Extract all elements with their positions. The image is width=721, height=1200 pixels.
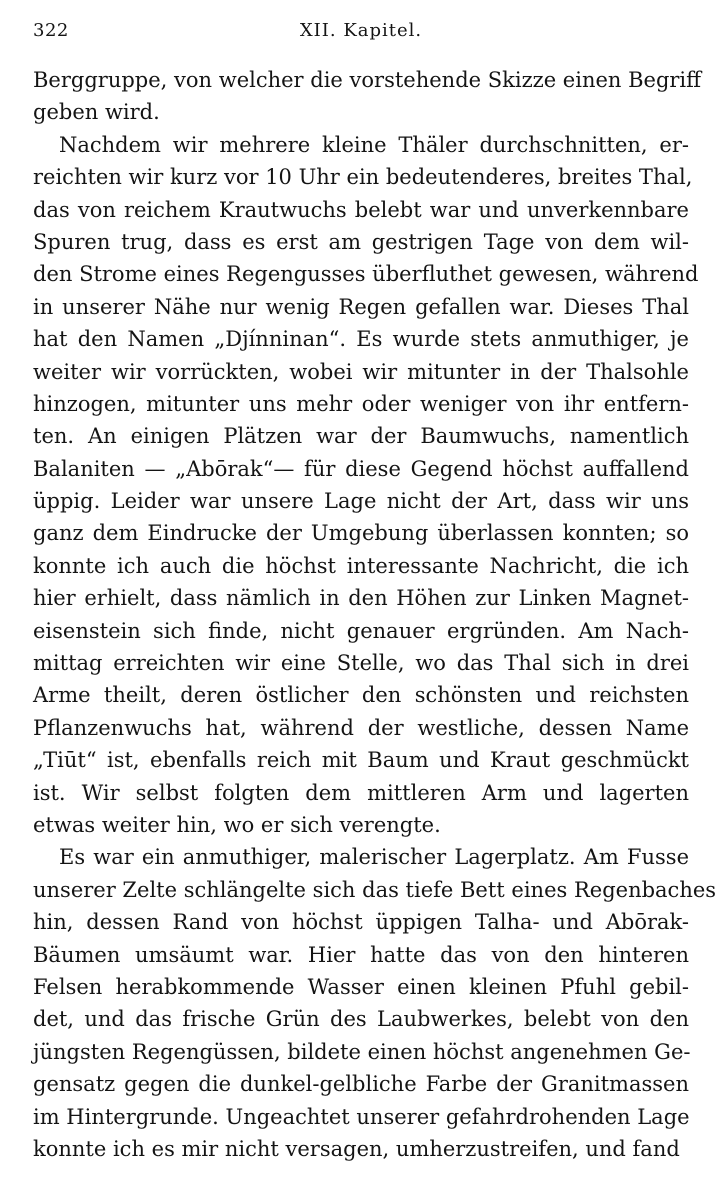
text-line: den Strome eines Regengusses überfluthet gewesen, während: [33, 262, 699, 287]
body-text: [33, 64, 717, 1165]
text-line: ist. Wir selbst folgten dem mittleren Arm und lagerten: [33, 780, 689, 805]
paragraph: [33, 64, 702, 129]
text-line: Spuren trug, dass es erst am gestrigen Tage von dem wil-: [33, 229, 689, 254]
text-line: jüngsten Regengüssen, bildete einen höchst angenehmen Ge-: [33, 1039, 691, 1064]
text-line: gensatz gegen die dunkel-gelbliche Farbe der Granitmassen: [33, 1072, 689, 1097]
text-line: Arme theilt, deren östlicher den schönsten und reichsten: [33, 683, 689, 708]
text-line: Es war ein anmuthiger, malerischer Lagerplatz. Am Fusse: [59, 845, 689, 870]
text-line: konnte ich auch die höchst interessante Nachricht, die ich: [33, 553, 689, 578]
text-line: det, und das frische Grün des Laubwerkes, belebt von den: [33, 1007, 689, 1032]
text-line: reichten wir kurz vor 10 Uhr ein bedeutenderes, breites Thal,: [33, 165, 693, 190]
text-line: ten. An einigen Plätzen war der Baumwuchs, namentlich: [33, 424, 689, 449]
text-line: „Tiūt“ ist, ebenfalls reich mit Baum und Kraut geschmückt: [33, 748, 689, 773]
paragraph: [33, 129, 699, 842]
text-line: Berggruppe, von welcher die vorstehende Skizze einen Begriff: [33, 68, 702, 92]
text-line: unserer Zelte schlängelte sich das tiefe Bett eines Regenbaches: [33, 877, 717, 902]
text-line: etwas weiter hin, wo er sich verengte.: [33, 812, 441, 837]
text-line: üppig. Leider war unsere Lage nicht der Art, dass wir uns: [33, 489, 689, 514]
text-line: geben wird.: [33, 100, 160, 125]
paragraph: [33, 841, 717, 1165]
text-line: konnte ich es mir nicht versagen, umherzustreifen, und fand: [33, 1136, 680, 1161]
text-line: Pflanzenwuchs hat, während der westliche, dessen Name: [33, 715, 689, 740]
page-number: 322: [33, 20, 69, 41]
text-line: mittag erreichten wir eine Stelle, wo das Thal sich in drei: [33, 651, 689, 676]
text-line: hat den Namen „Djínninan“. Es wurde stets anmuthiger, je: [33, 327, 689, 352]
page-header: [33, 14, 689, 44]
text-line: eisenstein sich finde, nicht genauer ergründen. Am Nach-: [33, 618, 689, 643]
text-line: Balaniten — „Abōrak“— für diese Gegend höchst auffallend: [33, 456, 689, 481]
running-head: XII. Kapitel.: [299, 20, 423, 41]
text-line: Felsen herabkommende Wasser einen kleinen Pfuhl gebil-: [33, 974, 689, 999]
text-line: Bäumen umsäumt war. Hier hatte das von den hinteren: [33, 942, 689, 967]
text-line: das von reichem Krautwuchs belebt war und unverkennbare: [33, 197, 689, 222]
text-line: ganz dem Eindrucke der Umgebung überlassen konnten; so: [33, 521, 689, 546]
text-line: hinzogen, mitunter uns mehr oder weniger von ihr entfern-: [33, 391, 689, 416]
text-line: weiter wir vorrückten, wobei wir mitunter in der Thalsohle: [33, 359, 689, 384]
text-line: im Hintergrunde. Ungeachtet unserer gefahrdrohenden Lage: [33, 1104, 690, 1129]
text-line: in unserer Nähe nur wenig Regen gefallen war. Dieses Thal: [33, 294, 689, 319]
text-line: Nachdem wir mehrere kleine Thäler durchschnitten, er-: [59, 132, 689, 157]
text-line: hin, dessen Rand von höchst üppigen Talha- und Abōrak-: [33, 910, 689, 935]
text-line: hier erhielt, dass nämlich in den Höhen zur Linken Magnet-: [33, 586, 689, 611]
